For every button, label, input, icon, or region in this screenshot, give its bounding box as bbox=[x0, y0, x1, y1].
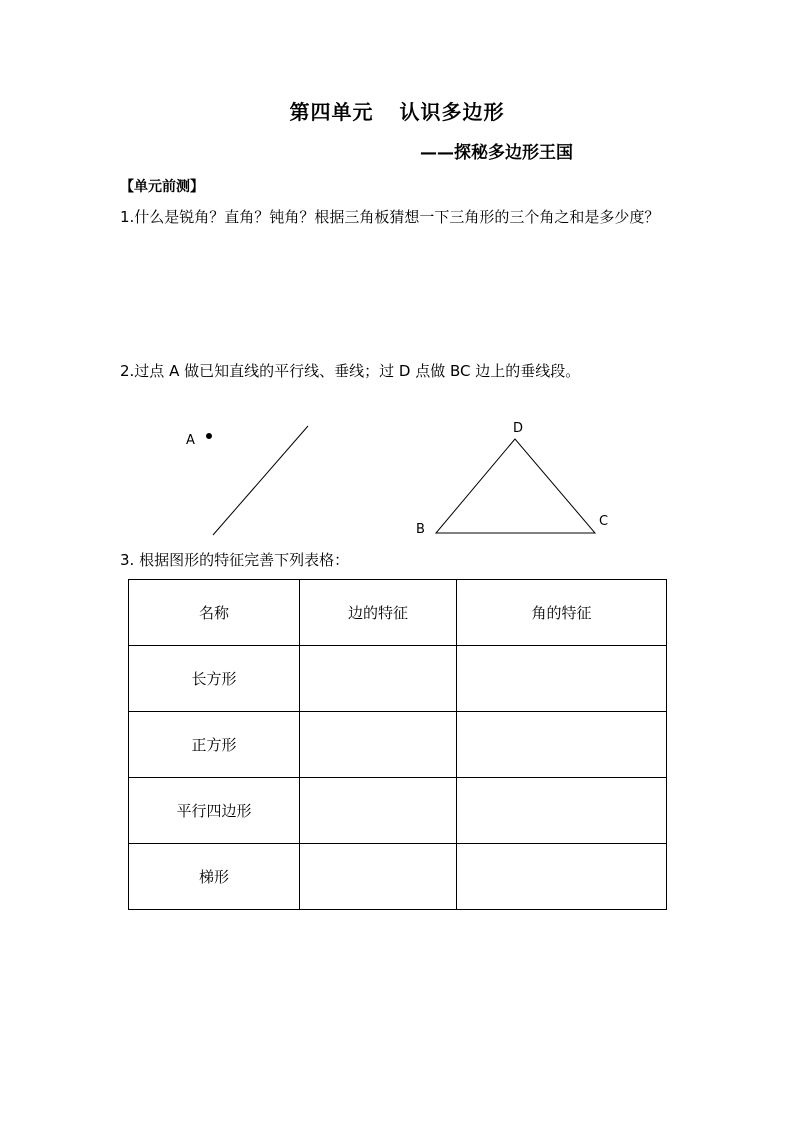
vertex-b-label: B bbox=[416, 522, 425, 537]
angle-features-cell[interactable] bbox=[457, 646, 667, 712]
question-1: 1.什么是锐角？直角？钝角？根据三角板猜想一下三角形的三个角之和是多少度？ bbox=[120, 208, 660, 226]
header-angle-features: 角的特征 bbox=[457, 580, 667, 646]
side-features-cell[interactable] bbox=[300, 844, 457, 910]
unit-label: 第四单元 bbox=[289, 100, 374, 124]
side-features-cell[interactable] bbox=[300, 646, 457, 712]
topic-label: 认识多边形 bbox=[399, 100, 505, 124]
point-a bbox=[206, 433, 212, 439]
point-a-label: A bbox=[186, 433, 195, 448]
side-features-cell[interactable] bbox=[300, 712, 457, 778]
header-side-features: 边的特征 bbox=[300, 580, 457, 646]
page-subtitle: ——探秘多边形王国 bbox=[420, 143, 573, 163]
section-tag: 【单元前测】 bbox=[120, 179, 204, 195]
angle-features-cell[interactable] bbox=[457, 712, 667, 778]
question-3: 3. 根据图形的特征完善下列表格： bbox=[120, 551, 350, 569]
vertex-d-label: D bbox=[513, 421, 524, 436]
table-row bbox=[129, 844, 667, 910]
shape-name-cell: 正方形 bbox=[129, 712, 300, 778]
shape-name-cell: 梯形 bbox=[129, 844, 300, 910]
question-2: 2.过点 A 做已知直线的平行线、垂线；过 D 点做 BC 边上的垂线段。 bbox=[120, 362, 581, 380]
header-name: 名称 bbox=[129, 580, 300, 646]
side-features-cell[interactable] bbox=[300, 778, 457, 844]
given-line bbox=[213, 426, 308, 535]
table-row bbox=[129, 712, 667, 778]
triangle-dbc bbox=[436, 439, 595, 533]
angle-features-cell[interactable] bbox=[457, 844, 667, 910]
geometry-figure bbox=[0, 0, 794, 560]
table-row bbox=[129, 646, 667, 712]
table-header-row bbox=[129, 580, 667, 646]
shape-name-cell: 长方形 bbox=[129, 646, 300, 712]
table-row bbox=[129, 778, 667, 844]
shape-name-cell: 平行四边形 bbox=[129, 778, 300, 844]
polygon-features-table bbox=[128, 579, 667, 910]
angle-features-cell[interactable] bbox=[457, 778, 667, 844]
vertex-c-label: C bbox=[599, 514, 609, 529]
